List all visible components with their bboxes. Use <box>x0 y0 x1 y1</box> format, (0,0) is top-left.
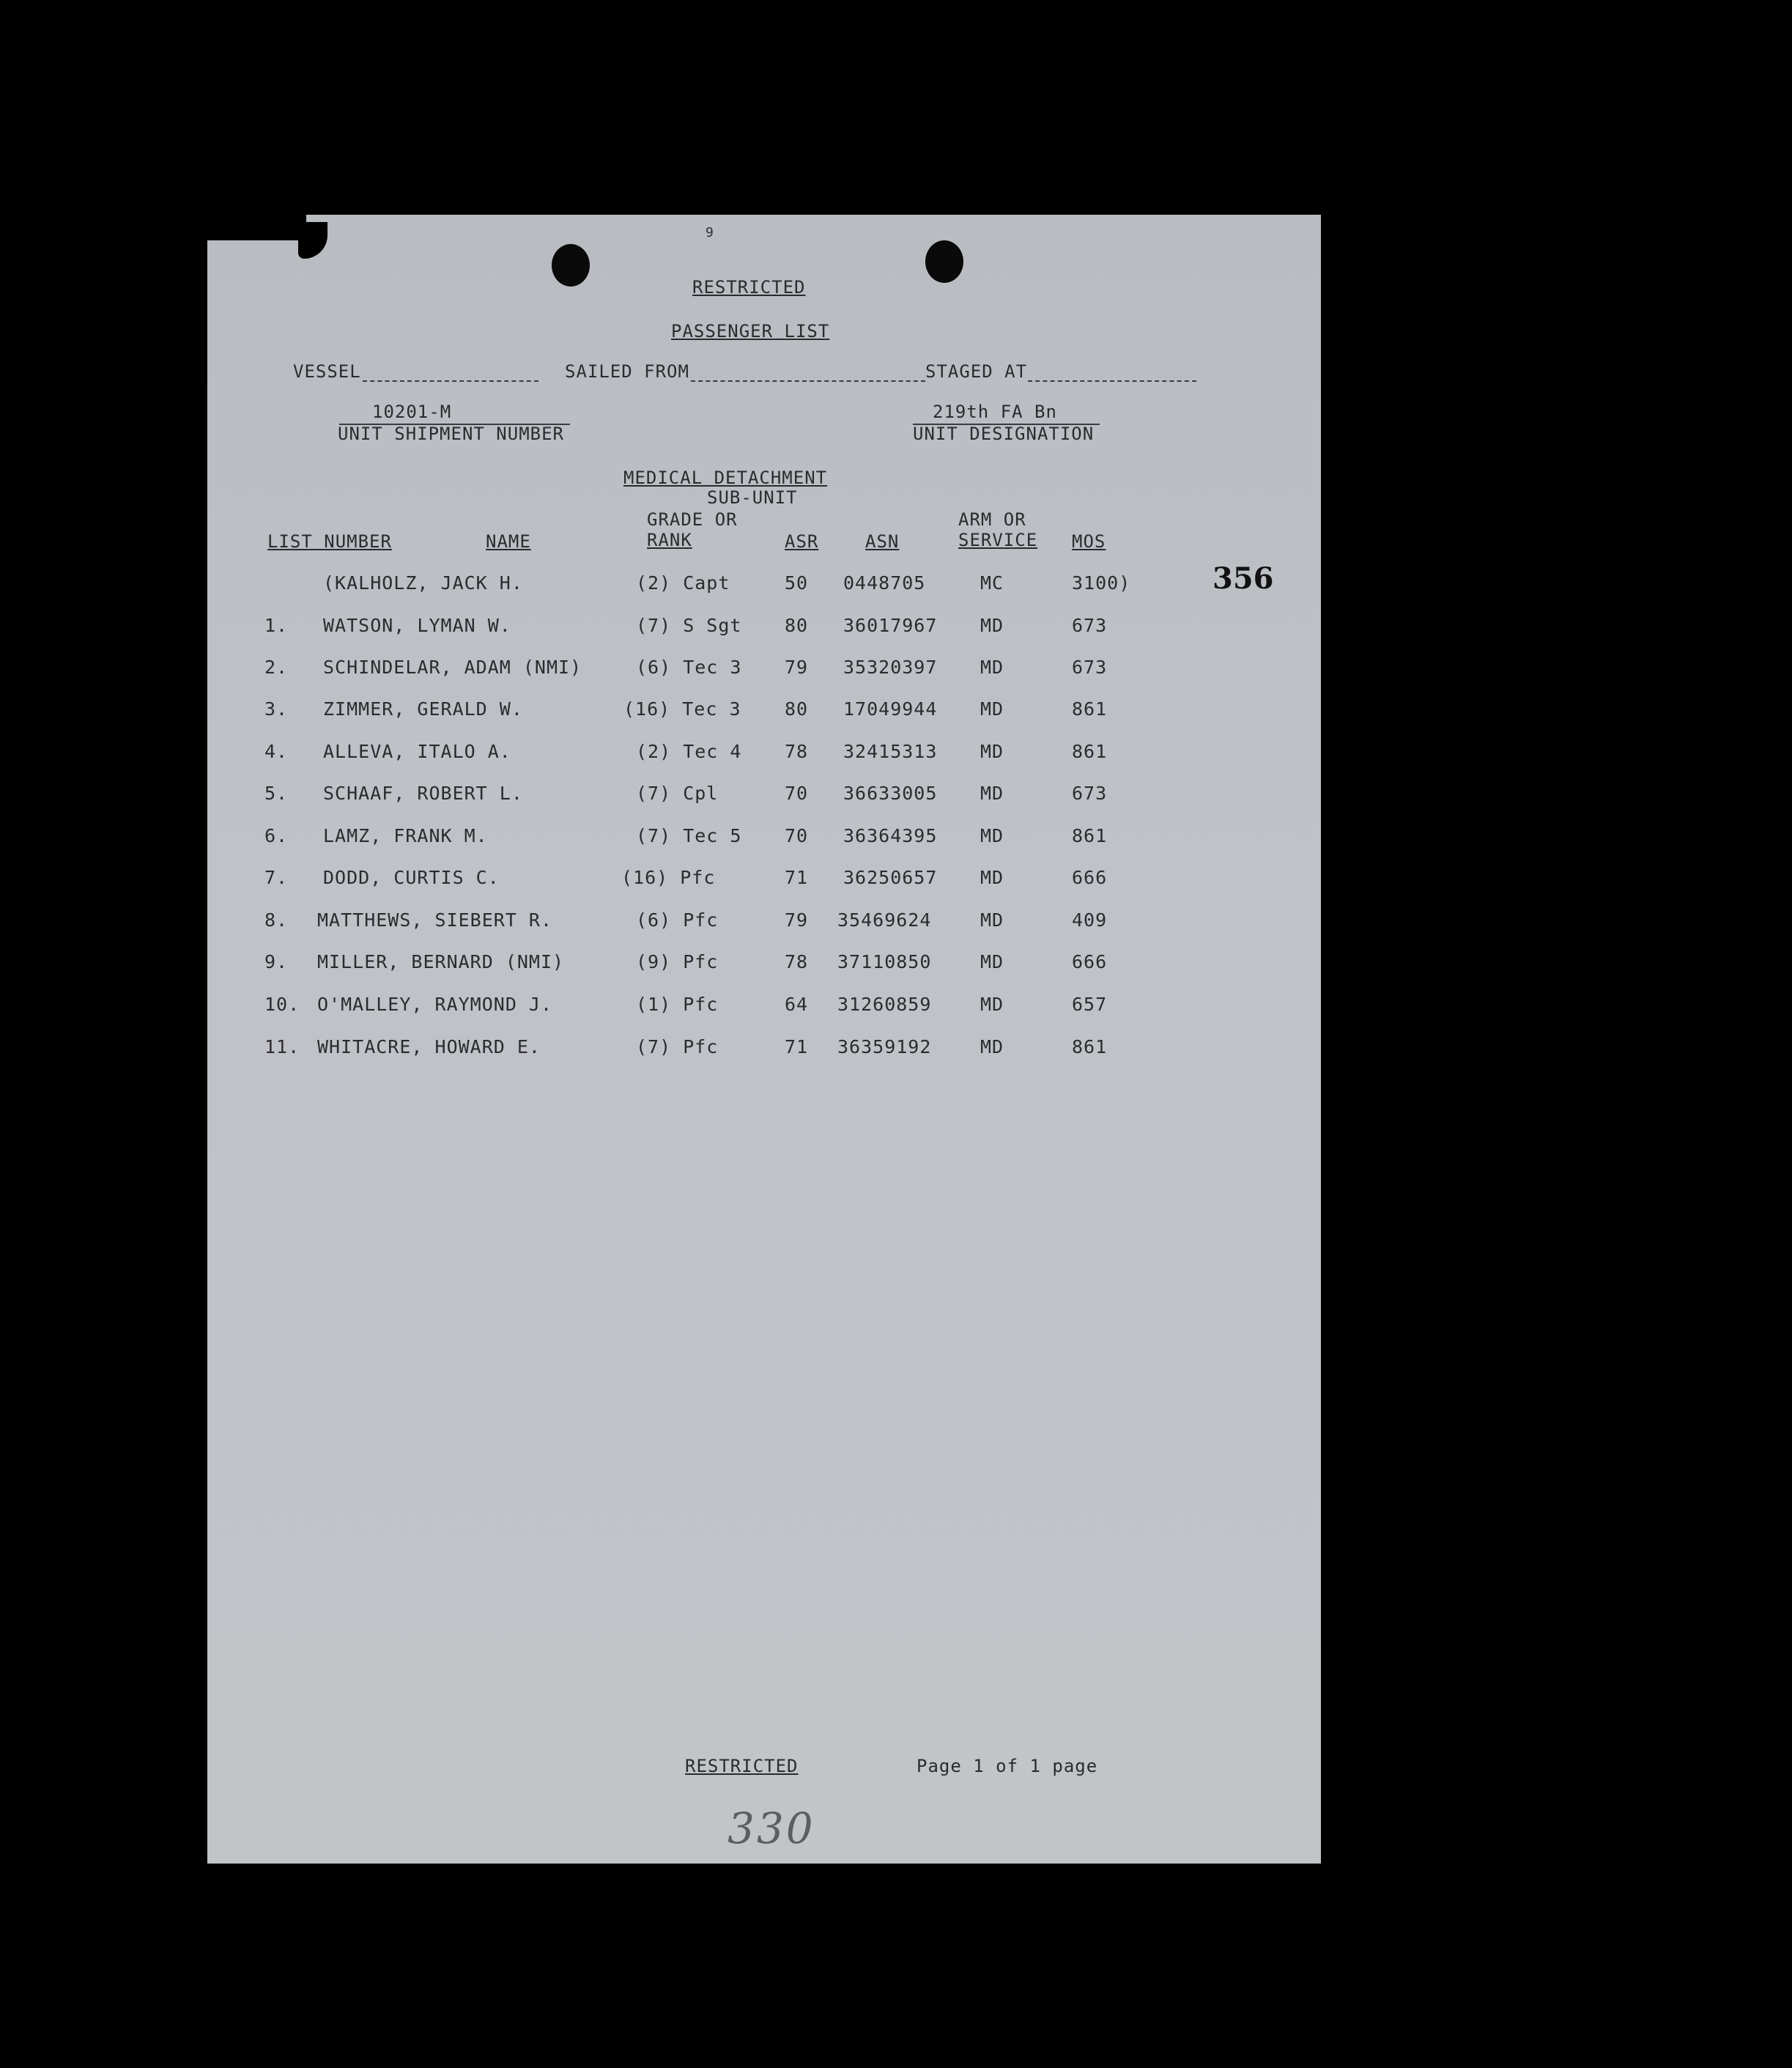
row-asr: 79 <box>785 657 809 678</box>
row-mos: 666 <box>1072 867 1108 888</box>
row-asn: 37110850 <box>837 951 932 972</box>
unit-designation-label: UNIT DESIGNATION <box>913 424 1095 444</box>
row-mos: 673 <box>1072 783 1108 804</box>
row-number: 8. <box>264 909 289 931</box>
col-arm-line2: SERVICE <box>958 530 1038 550</box>
row-asn: 17049944 <box>843 698 938 720</box>
row-number: 9. <box>264 951 289 972</box>
row-mos: 861 <box>1072 698 1108 720</box>
row-arm: MD <box>980 825 1004 846</box>
document-sheet <box>207 215 1321 1864</box>
col-arm-line1: ARM OR <box>958 509 1026 530</box>
row-mos: 3100) <box>1072 572 1131 594</box>
row-name: MILLER, BERNARD (NMI) <box>317 951 565 972</box>
row-arm: MD <box>980 867 1004 888</box>
staged-at-blank <box>1028 380 1196 382</box>
row-name: DODD, CURTIS C. <box>323 867 500 888</box>
row-grade: (7) S Sgt <box>636 615 742 636</box>
row-number: 10. <box>264 994 300 1015</box>
row-asr: 50 <box>785 572 809 594</box>
staged-at-label: STAGED AT <box>925 361 1028 382</box>
row-grade: (7) Tec 5 <box>636 825 742 846</box>
sailed-from-label: SAILED FROM <box>565 361 689 382</box>
row-grade: (7) Pfc <box>636 1036 719 1057</box>
page-info: Page 1 of 1 page <box>917 1756 1098 1776</box>
row-mos: 666 <box>1072 951 1108 972</box>
unit-shipment-number: 10201-M <box>372 402 452 422</box>
row-number: 5. <box>264 783 289 804</box>
row-grade: (2) Tec 4 <box>636 741 742 762</box>
row-asn: 35320397 <box>843 657 938 678</box>
row-number: 4. <box>264 741 289 762</box>
row-asr: 80 <box>785 615 809 636</box>
row-asr: 70 <box>785 783 809 804</box>
col-mos: MOS <box>1072 531 1106 552</box>
row-arm: MD <box>980 783 1004 804</box>
torn-corner <box>207 215 306 240</box>
row-grade: (7) Cpl <box>636 783 719 804</box>
row-grade: (1) Pfc <box>636 994 719 1015</box>
row-asn: 36017967 <box>843 615 938 636</box>
col-name: NAME <box>486 531 531 552</box>
col-asn: ASN <box>865 531 900 552</box>
row-name: WHITACRE, HOWARD E. <box>317 1036 541 1057</box>
sub-unit-value: MEDICAL DETACHMENT <box>623 468 828 488</box>
row-arm: MD <box>980 657 1004 678</box>
unit-designation: 219th FA Bn <box>933 402 1057 422</box>
row-name: SCHINDELAR, ADAM (NMI) <box>323 657 582 678</box>
row-mos: 861 <box>1072 1036 1108 1057</box>
col-grade-line1: GRADE OR <box>647 509 738 530</box>
restricted-top: RESTRICTED <box>692 277 806 298</box>
row-name: ALLEVA, ITALO A. <box>323 741 511 762</box>
unit-shipment-label: UNIT SHIPMENT NUMBER <box>338 424 564 444</box>
punch-hole-right <box>925 240 963 283</box>
row-arm: MD <box>980 994 1004 1015</box>
row-number: 7. <box>264 867 289 888</box>
torn-edge <box>298 222 327 259</box>
row-asn: 36633005 <box>843 783 938 804</box>
vessel-label: VESSEL <box>293 361 361 382</box>
row-asr: 70 <box>785 825 809 846</box>
col-list-number: LIST NUMBER <box>267 531 392 552</box>
row-name: WATSON, LYMAN W. <box>323 615 511 636</box>
row-grade: (6) Pfc <box>636 909 719 931</box>
small-mark: 9 <box>706 225 714 240</box>
row-grade: (16) Tec 3 <box>623 698 741 720</box>
row-name: LAMZ, FRANK M. <box>323 825 488 846</box>
row-asr: 64 <box>785 994 809 1015</box>
row-mos: 409 <box>1072 909 1108 931</box>
restricted-bottom: RESTRICTED <box>685 1756 799 1776</box>
row-name: ZIMMER, GERALD W. <box>323 698 523 720</box>
row-asr: 80 <box>785 698 809 720</box>
sailed-from-blank <box>691 380 925 382</box>
row-arm: MD <box>980 909 1004 931</box>
row-asn: 36364395 <box>843 825 938 846</box>
col-grade-line2: RANK <box>647 530 692 550</box>
row-grade: (9) Pfc <box>636 951 719 972</box>
row-number: 2. <box>264 657 289 678</box>
row-arm: MD <box>980 741 1004 762</box>
row-mos: 657 <box>1072 994 1108 1015</box>
row-asr: 71 <box>785 1036 809 1057</box>
row-mos: 861 <box>1072 825 1108 846</box>
row-number: 6. <box>264 825 289 846</box>
stamp-number: 356 <box>1212 561 1274 596</box>
col-asr: ASR <box>785 531 819 552</box>
row-arm: MD <box>980 951 1004 972</box>
row-arm: MD <box>980 1036 1004 1057</box>
row-number: 3. <box>264 698 289 720</box>
row-asn: 32415313 <box>843 741 938 762</box>
document-title: PASSENGER LIST <box>671 321 830 341</box>
row-mos: 673 <box>1072 657 1108 678</box>
row-mos: 673 <box>1072 615 1108 636</box>
row-asr: 79 <box>785 909 809 931</box>
row-asn: 35469624 <box>837 909 932 931</box>
row-name: O'MALLEY, RAYMOND J. <box>317 994 553 1015</box>
row-grade: (2) Capt <box>636 572 730 594</box>
vessel-blank <box>363 380 538 382</box>
row-asn: 31260859 <box>837 994 932 1015</box>
row-asr: 78 <box>785 741 809 762</box>
row-asn: 0448705 <box>843 572 926 594</box>
row-mos: 861 <box>1072 741 1108 762</box>
row-asr: 71 <box>785 867 809 888</box>
row-name: (KALHOLZ, JACK H. <box>323 572 523 594</box>
row-arm: MC <box>980 572 1004 594</box>
sub-unit-label: SUB-UNIT <box>707 487 798 508</box>
row-arm: MD <box>980 615 1004 636</box>
row-arm: MD <box>980 698 1004 720</box>
row-grade: (6) Tec 3 <box>636 657 742 678</box>
row-name: MATTHEWS, SIEBERT R. <box>317 909 553 931</box>
row-number: 11. <box>264 1036 300 1057</box>
row-number: 1. <box>264 615 289 636</box>
row-grade: (16) Pfc <box>621 867 716 888</box>
handwritten-number: 330 <box>727 1803 815 1853</box>
row-asr: 78 <box>785 951 809 972</box>
row-asn: 36359192 <box>837 1036 932 1057</box>
punch-hole-left <box>552 244 590 287</box>
row-name: SCHAAF, ROBERT L. <box>323 783 523 804</box>
row-asn: 36250657 <box>843 867 938 888</box>
